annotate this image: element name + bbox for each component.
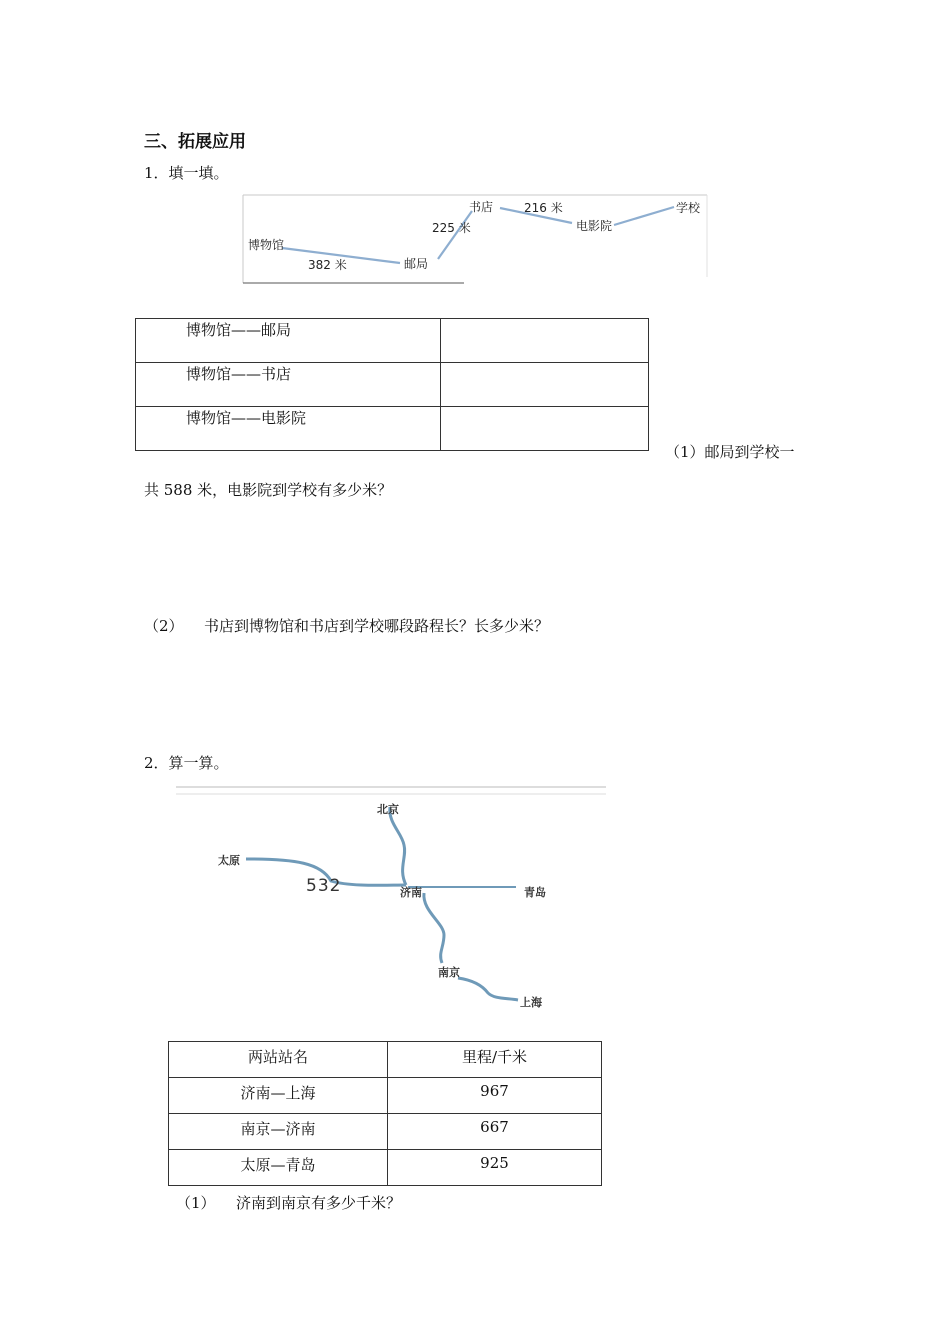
table-cell-route: 博物馆——邮局	[136, 319, 441, 363]
mileage-value: 925	[388, 1150, 602, 1186]
city-jinan: 济南	[400, 886, 422, 899]
distance-table	[135, 318, 649, 451]
mileage-table	[168, 1041, 602, 1186]
q2-sub1-text: 济南到南京有多少千米？	[236, 1194, 402, 1212]
table-row	[169, 1114, 602, 1150]
q1-sub2-text: 书店到博物馆和书店到学校哪段路程长？长多少米？	[204, 617, 550, 635]
label-cinema: 电影院	[576, 219, 613, 233]
city-beijing: 北京	[377, 803, 399, 816]
station-pair: 太原—青岛	[169, 1150, 388, 1186]
section-title: 三、拓展应用	[144, 132, 246, 152]
table-row	[136, 319, 649, 363]
table-row	[136, 407, 649, 451]
label-post-office: 邮局	[404, 257, 429, 271]
city-nanjing: 南京	[438, 966, 460, 979]
distance-book-cinema: 216 米	[524, 201, 563, 215]
header-mileage: 里程/千米	[388, 1042, 602, 1078]
city-shanghai: 上海	[520, 996, 542, 1009]
route-diagram	[242, 193, 708, 285]
q1-sub1-part1: （1）邮局到学校一	[665, 443, 795, 461]
station-pair: 济南—上海	[169, 1078, 388, 1114]
label-bookstore: 书店	[469, 200, 494, 214]
railway-map	[176, 785, 608, 1010]
city-qingdao: 青岛	[524, 886, 546, 899]
answer-cell[interactable]	[441, 319, 649, 363]
q1-heading: 1．填一填。	[144, 164, 229, 182]
label-school: 学校	[676, 201, 701, 215]
city-taiyuan: 太原	[218, 854, 240, 867]
table-cell-route: 博物馆——电影院	[136, 407, 441, 451]
table-row	[169, 1078, 602, 1114]
answer-cell[interactable]	[441, 407, 649, 451]
table-header-row	[169, 1042, 602, 1078]
answer-cell[interactable]	[441, 363, 649, 407]
mileage-value: 967	[388, 1078, 602, 1114]
q2-sub1-number: （1）	[176, 1194, 216, 1212]
q1-sub1-part2: 共 588 米，电影院到学校有多少米？	[144, 481, 393, 499]
label-museum: 博物馆	[248, 238, 285, 252]
distance-taiyuan-jinan: 532	[306, 876, 342, 896]
mileage-value: 667	[388, 1114, 602, 1150]
header-station-names: 两站站名	[169, 1042, 388, 1078]
table-row	[169, 1150, 602, 1186]
distance-post-book: 225 米	[432, 221, 471, 235]
table-row	[136, 363, 649, 407]
q2-heading: 2．算一算。	[144, 754, 229, 772]
q1-sub2-number: （2）	[144, 617, 184, 635]
station-pair: 南京—济南	[169, 1114, 388, 1150]
distance-museum-post: 382 米	[308, 258, 347, 272]
table-cell-route: 博物馆——书店	[136, 363, 441, 407]
